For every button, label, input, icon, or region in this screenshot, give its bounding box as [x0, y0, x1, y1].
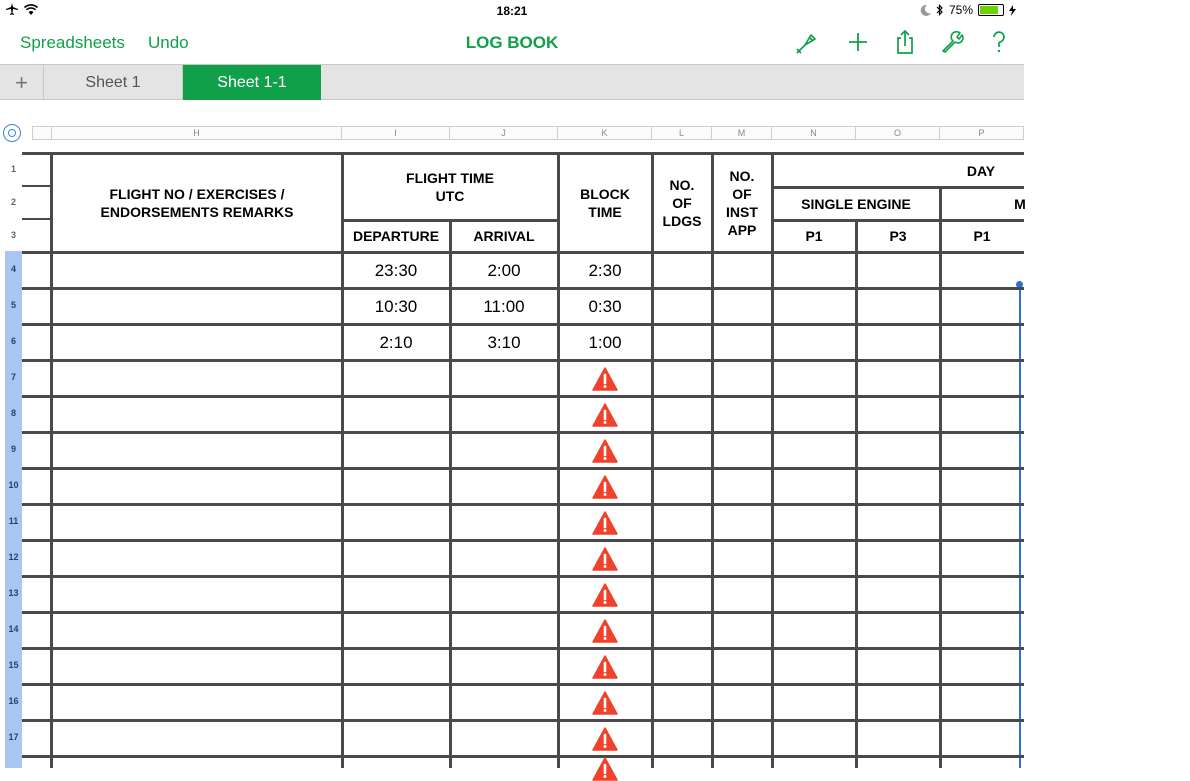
block-time-error-cell[interactable] — [558, 506, 652, 540]
grid-line — [22, 575, 1024, 578]
grid-line — [855, 219, 858, 768]
warning-icon[interactable] — [592, 367, 618, 391]
row-header[interactable]: 9 — [5, 431, 22, 467]
warning-icon[interactable] — [592, 403, 618, 427]
selection-border — [1019, 284, 1021, 768]
header-p1-multi[interactable]: P1 — [973, 228, 991, 244]
grid-line — [772, 186, 1024, 189]
warning-icon[interactable] — [592, 727, 618, 751]
row-header[interactable]: 15 — [5, 647, 22, 683]
grid-line — [341, 152, 344, 768]
row-header[interactable]: 7 — [5, 359, 22, 395]
grid-line — [22, 503, 1024, 506]
column-header[interactable]: L — [652, 126, 712, 140]
header-remarks[interactable]: FLIGHT NO / EXERCISES / ENDORSEMENTS REMARKS — [100, 186, 294, 220]
warning-icon[interactable] — [592, 619, 618, 643]
warning-icon[interactable] — [592, 655, 618, 679]
battery-icon — [978, 4, 1004, 16]
block-time-error-cell[interactable] — [558, 722, 652, 756]
toolbar — [0, 22, 1024, 64]
cell-arrival[interactable]: 3:10 — [487, 333, 521, 352]
header-multi-engine[interactable]: M — [1014, 195, 1026, 212]
row-header[interactable]: 6 — [5, 323, 22, 359]
column-header[interactable]: J — [450, 126, 558, 140]
block-time-error-cell[interactable] — [558, 398, 652, 432]
grid-line — [939, 186, 942, 768]
grid-line — [711, 152, 714, 768]
header-p1[interactable]: P1 — [805, 228, 823, 244]
row-header[interactable]: 14 — [5, 611, 22, 647]
cell-departure[interactable]: 2:10 — [379, 333, 413, 352]
grid-line — [22, 539, 1024, 542]
spreadsheets-button[interactable]: Spreadsheets — [20, 33, 125, 52]
grid-line — [22, 755, 1024, 758]
battery-percent: 75% — [948, 3, 973, 17]
cell-departure[interactable]: 23:30 — [374, 261, 418, 280]
row-header[interactable]: 5 — [5, 287, 22, 323]
row-header[interactable]: 3 — [10, 230, 16, 240]
bluetooth-icon — [936, 4, 944, 16]
row-header[interactable]: 2 — [10, 197, 16, 207]
block-time-error-cell[interactable] — [558, 578, 652, 612]
column-header[interactable]: P — [940, 126, 1024, 140]
tab-sheet-1[interactable]: Sheet 1 — [44, 65, 183, 100]
undo-button[interactable]: Undo — [148, 33, 189, 52]
row-header[interactable]: 10 — [5, 467, 22, 503]
grid-line — [771, 152, 774, 768]
grid-line — [50, 152, 53, 768]
block-time-error-cell[interactable] — [558, 650, 652, 684]
column-header[interactable]: O — [856, 126, 940, 140]
column-header-g[interactable] — [32, 126, 52, 140]
cell-block[interactable]: 2:30 — [588, 261, 622, 280]
grid-line — [772, 219, 1024, 222]
grid-line — [22, 218, 52, 220]
grid-line — [22, 683, 1024, 686]
add-icon[interactable] — [844, 29, 872, 55]
block-time-error-cell[interactable] — [558, 434, 652, 468]
header-arrival[interactable]: ARRIVAL — [473, 228, 535, 244]
warning-icon[interactable] — [592, 547, 618, 571]
cell-block[interactable]: 1:00 — [588, 333, 622, 352]
block-time-error-cell[interactable] — [558, 542, 652, 576]
grid-line — [22, 395, 1024, 398]
grid-line — [22, 611, 1024, 614]
row-header[interactable]: 12 — [5, 539, 22, 575]
block-time-error-cell[interactable] — [558, 758, 652, 780]
block-time-error-cell[interactable] — [558, 686, 652, 720]
column-header[interactable]: K — [558, 126, 652, 140]
charging-icon — [1009, 5, 1016, 16]
warning-icon[interactable] — [592, 439, 618, 463]
format-brush-icon[interactable] — [793, 29, 821, 55]
moon-icon — [921, 5, 931, 16]
grid-line — [22, 431, 1024, 434]
header-departure[interactable]: DEPARTURE — [352, 228, 440, 244]
header-flight-time[interactable]: FLIGHT TIME UTC — [406, 170, 494, 204]
cell-arrival[interactable]: 11:00 — [483, 297, 525, 316]
tab-sheet-1-1[interactable]: Sheet 1-1 — [183, 65, 321, 100]
cell-arrival[interactable]: 2:00 — [487, 261, 521, 280]
select-all-icon[interactable] — [3, 124, 21, 142]
grid-line — [22, 647, 1024, 650]
help-icon[interactable] — [985, 29, 1013, 55]
row-header[interactable]: 13 — [5, 575, 22, 611]
cell-departure[interactable]: 10:30 — [374, 297, 418, 316]
warning-icon[interactable] — [592, 691, 618, 715]
row-header[interactable]: 1 — [10, 164, 16, 174]
sheet-tabs — [0, 64, 1024, 100]
status-time: 18:21 — [496, 4, 528, 18]
column-header[interactable]: N — [772, 126, 856, 140]
row-header-bar — [5, 153, 22, 768]
header-no-inst-app[interactable]: NO. OF INST APP — [726, 168, 758, 238]
add-sheet-button[interactable]: + — [0, 65, 44, 100]
grid-line — [22, 719, 1024, 722]
block-time-error-cell[interactable] — [558, 470, 652, 504]
column-header[interactable]: H — [52, 126, 342, 140]
column-header[interactable]: I — [342, 126, 450, 140]
block-time-error-cell[interactable] — [558, 614, 652, 648]
document-title: LOG BOOK — [465, 33, 559, 52]
grid-line — [22, 185, 52, 187]
column-header-bar — [0, 120, 1024, 146]
header-no-ldgs[interactable]: NO. OF LDGS — [662, 177, 702, 229]
warning-icon[interactable] — [592, 475, 618, 499]
row-header-partial — [5, 755, 22, 768]
warning-icon[interactable] — [592, 757, 618, 781]
block-time-error-cell[interactable] — [558, 362, 652, 396]
row-header[interactable]: 4 — [5, 251, 22, 287]
warning-icon[interactable] — [592, 583, 618, 607]
row-header[interactable]: 8 — [5, 395, 22, 431]
grid-line — [22, 467, 1024, 470]
warning-icon[interactable] — [592, 511, 618, 535]
wrench-icon[interactable] — [938, 29, 966, 55]
status-bar — [0, 0, 1024, 22]
share-icon[interactable] — [891, 29, 919, 55]
row-header[interactable]: 11 — [5, 503, 22, 539]
header-day[interactable]: DAY — [966, 162, 996, 179]
cell-block[interactable]: 0:30 — [588, 297, 622, 316]
header-p3[interactable]: P3 — [889, 228, 907, 244]
grid-line — [22, 152, 1024, 155]
header-single-engine[interactable]: SINGLE ENGINE — [801, 195, 911, 212]
column-header[interactable]: M — [712, 126, 772, 140]
row-header[interactable]: 17 — [5, 719, 22, 755]
row-header[interactable]: 16 — [5, 683, 22, 719]
header-block-time[interactable]: BLOCK TIME — [580, 186, 630, 220]
